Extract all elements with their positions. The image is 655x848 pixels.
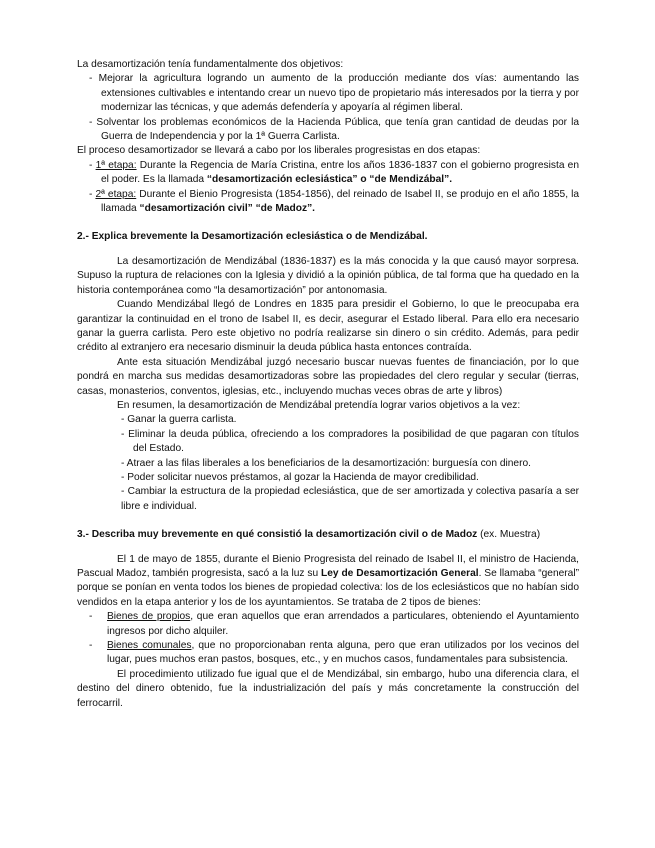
section-3-heading bbox=[77, 528, 579, 542]
goods-description: , que eran aquellos que eran arrendados a particulares, obteniendo el Ayuntamiento ingresos por dicho alquiler. bbox=[107, 611, 580, 637]
goods-description: , que no proporcionaban renta alguna, pero que eran utilizados por los vecinos del lugar, pues muchos eran pastos, bosques, etc., y en muchos casos, fundamentales para subsistencia. bbox=[107, 640, 580, 666]
goods-list bbox=[77, 610, 579, 668]
section-3-heading-rest: (ex. Muestra) bbox=[477, 529, 541, 541]
goods-label: Bienes comunales bbox=[107, 640, 192, 652]
stage-1 bbox=[77, 159, 579, 188]
goal-item: - Ganar la guerra carlista. bbox=[121, 414, 237, 426]
goal-item: - Eliminar la deuda pública, ofreciendo a los compradores la posibilidad de que pagaran con títulos del Estado. bbox=[121, 428, 579, 455]
section-2-paragraph-3: Ante esta situación Mendizábal juzgó necesario buscar nuevas fuentes de financiación, por lo que pondrá en marcha sus medidas desamortizadoras sobre las propiedades del clero regular y secular (tierras, casas, monasterios, conventos, iglesias, etc., incluyendo muchas veces obras de arte y libros) bbox=[77, 356, 579, 397]
stage-2-label: 2ª etapa: bbox=[95, 188, 137, 200]
stage-2 bbox=[77, 188, 579, 217]
goals-list bbox=[77, 413, 579, 514]
goal-item: - Atraer a las filas liberales a los beneficiarios de la desamortización: burguesía con dinero. bbox=[121, 457, 531, 469]
section-3-heading-bold: 3.- Describa muy brevemente en qué consistió la desamortización civil o de Madoz bbox=[77, 529, 478, 541]
goal-item: - Poder solicitar nuevos préstamos, al gozar la Hacienda de mayor credibilidad. bbox=[121, 471, 479, 483]
stage-2-text: Durante el Bienio Progresista (1854-1856), del reinado de Isabel II, se produjo en el año 1855, la llamada bbox=[101, 188, 579, 215]
goods-item bbox=[77, 639, 579, 668]
section-2-paragraph-1: La desamortización de Mendizábal (1836-1837) es la más conocida y la que causó mayor sorpresa. Supuso la ruptura de relaciones con la Iglesia y dividió a la opinión pública, de tal forma que ha quedado en la historia contemporánea como “la desamortización” por antonomasia. bbox=[77, 255, 579, 296]
document-page bbox=[77, 58, 579, 711]
goods-item bbox=[77, 610, 579, 639]
section-2-heading: 2.- Explica brevemente la Desamortización eclesiástica o de Mendizábal. bbox=[77, 231, 428, 243]
objective-1: - Mejorar la agricultura logrando un aumento de la producción mediante dos vías: aumentando las extensiones cultivables e intentando crear un nuevo tipo de propietario más interesados por la tierra y por modernizar las técnicas, y que además defendería y apoyaría al régimen liberal. bbox=[89, 73, 579, 114]
stage-1-dash: - bbox=[89, 159, 93, 171]
section-3-paragraph-1 bbox=[77, 553, 579, 611]
goods-dash: - bbox=[89, 640, 93, 652]
law-name: Ley de Desamortización General bbox=[321, 568, 479, 579]
section-2-paragraph-4: En resumen, la desamortización de Mendizábal pretendía lograr varios objetivos a la vez: bbox=[117, 399, 521, 411]
goal-item: - Cambiar la estructura de la propiedad eclesiástica, que de ser amortizada y colectiva pasaría a ser libre e individual. bbox=[121, 486, 579, 512]
section-3-p1-text-b: . Se llamaba “general” porque se ponían en venta todos los bienes de propiedad colectiva: los de los eclesiásticos que no habían sido vendidos en la etapa anterior y los de los ayuntamientos. Se trataba de 2 tipos de bienes: bbox=[77, 568, 579, 608]
objective-2: - Solventar los problemas económicos de la Hacienda Pública, que tenía gran cantidad de deudas por la Guerra de Independencia y por la 1ª Guerra Carlista. bbox=[89, 116, 579, 143]
goods-label: Bienes de propios bbox=[107, 611, 191, 623]
stage-1-label: 1ª etapa: bbox=[95, 159, 137, 171]
intro-line: La desamortización tenía fundamentalmente dos objetivos: bbox=[77, 59, 344, 70]
stage-2-bold: “desamortización civil” “de Madoz”. bbox=[139, 203, 316, 215]
stage-2-dash: - bbox=[89, 188, 93, 200]
goods-dash: - bbox=[89, 611, 93, 623]
stage-1-text: Durante la Regencia de María Cristina, entre los años 1836-1837 con el gobierno progresista en el poder. Es la llamada bbox=[101, 159, 579, 186]
goods-text bbox=[107, 639, 579, 668]
stage-1-bold: “desamortización eclesiástica” o “de Mendizábal”. bbox=[206, 174, 453, 186]
section-2-paragraph-2: Cuando Mendizábal llegó de Londres en 1835 para presidir el Gobierno, lo que le preocupaba era garantizar la continuidad en el trono de Isabel II, es decir, asegurar el Estado liberal. Para ello era necesario ganar la guerra carlista. Pero este objetivo no podría realizarse sin dinero o sin crédito. Además, para pedir crédito al extranjero era necesario disminuir la deuda pública hasta entonces contraída. bbox=[77, 299, 579, 354]
section-3-paragraph-2: El procedimiento utilizado fue igual que el de Mendizábal, sin embargo, hubo una diferencia clara, el destino del dinero obtenido, fue la industrialización del país y más concretamente la construcción del ferrocarril. bbox=[77, 668, 579, 709]
section-3-p1-text-a: El 1 de mayo de 1855, durante el Bienio Progresista del reinado de Isabel II, el ministro de Hacienda, Pascual Madoz, también progresista, sacó a la luz su bbox=[77, 553, 579, 579]
process-line: El proceso desamortizador se llevará a cabo por los liberales progresistas en dos etapas: bbox=[77, 145, 481, 157]
goods-text bbox=[107, 610, 579, 639]
